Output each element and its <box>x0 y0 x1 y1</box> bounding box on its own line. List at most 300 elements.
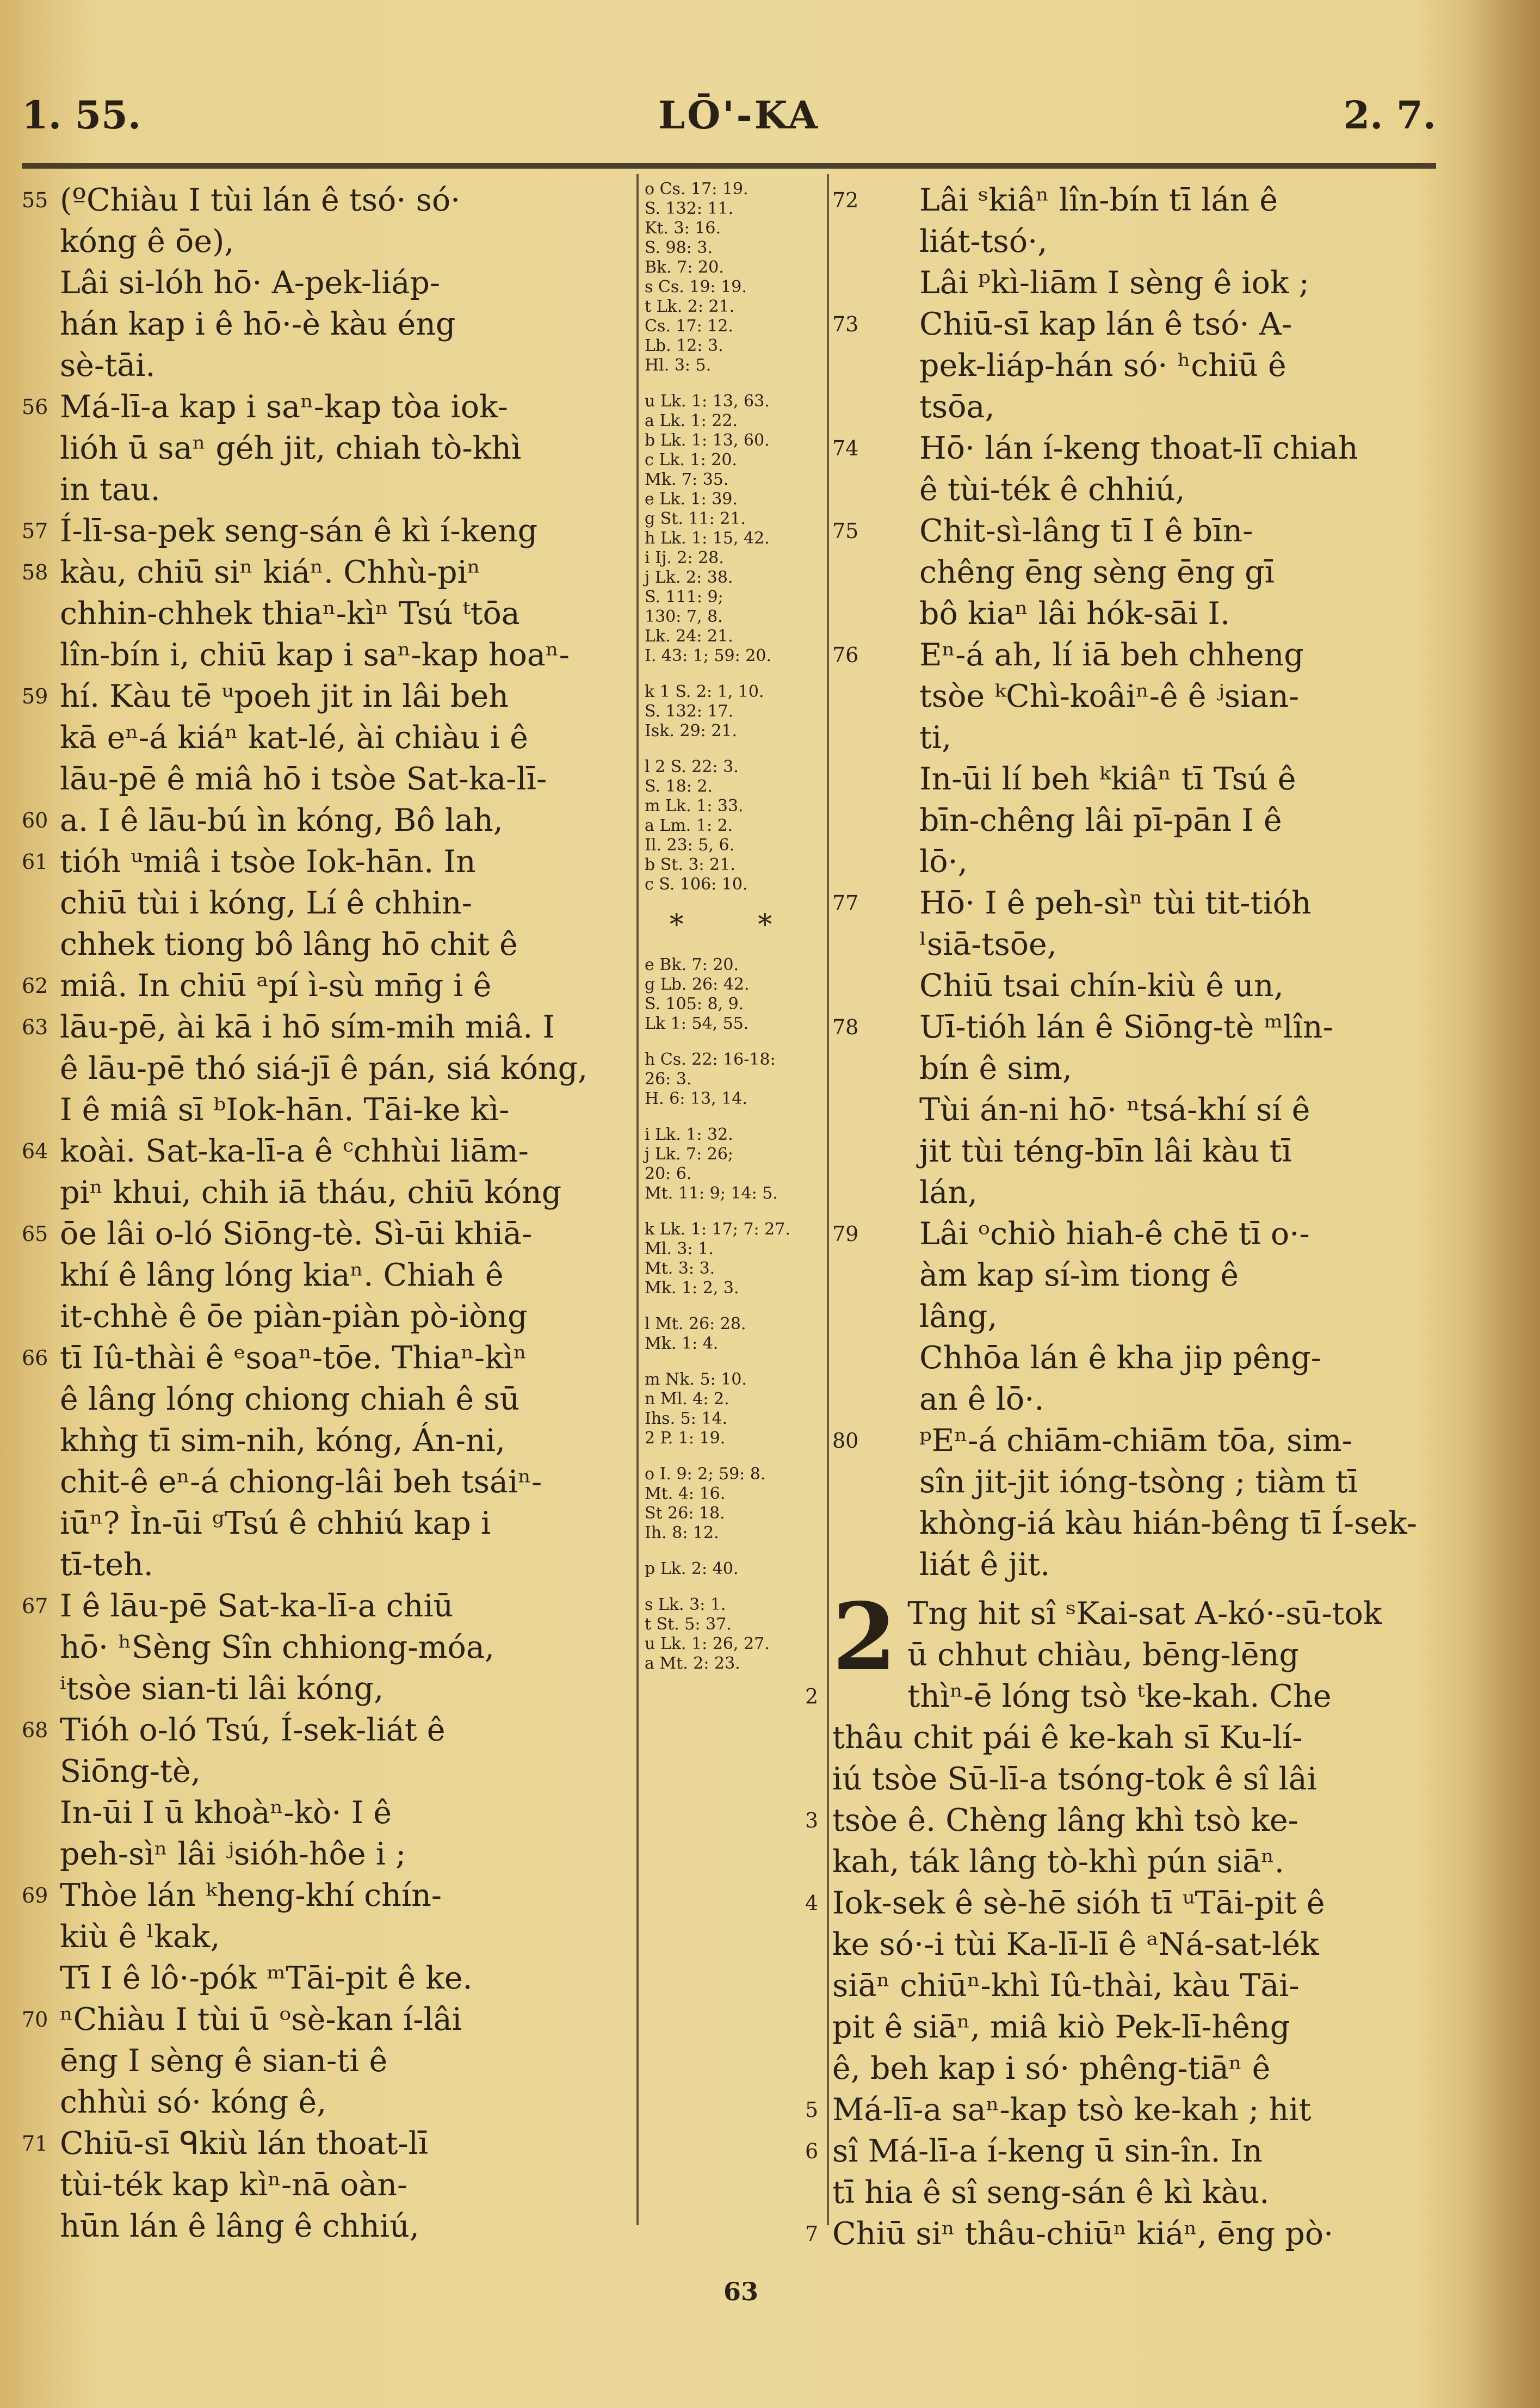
cross-reference: j Lk. 7: 26; <box>645 1145 734 1164</box>
verse-text: Chiū tsai chín-kiù ê un, <box>919 968 1284 1004</box>
verse-line <box>22 882 631 924</box>
ref-spacer <box>645 741 830 757</box>
verse-text: ū chhut chiàu, bēng-lēng <box>907 1637 1299 1673</box>
cross-reference: e Lk. 1: 39. <box>645 490 738 509</box>
verse-text: tùi-ték kap kìⁿ-nā oàn- <box>60 2167 408 2203</box>
verse-line <box>832 428 1452 469</box>
verse-number: 73 <box>832 312 859 336</box>
verse-text: Hō· I ê peh-sìⁿ tùi tit-tióh <box>919 885 1312 921</box>
verse-line <box>22 1255 631 1296</box>
verse-text: miâ. In chiū ᵃpí ì-sù mn̄g i ê <box>60 968 492 1004</box>
cross-reference: Mt. 11: 9; 14: 5. <box>645 1184 778 1203</box>
verse-text: Tióh o-ló Tsú, Í-sek-liát ê <box>60 1712 446 1748</box>
verse-text: Lâi ᵒchiò hiah-ê chē tī o·- <box>919 1216 1310 1252</box>
verse-text: ke só·-i tùi Ka-lī-lī ê ᵃNá-sat-lék <box>832 1927 1319 1962</box>
verse-line <box>805 1882 1452 1924</box>
verse-number: 66 <box>22 1346 48 1370</box>
verse-text: ᵖEⁿ-á chiām-chiām tōa, sim- <box>919 1423 1352 1459</box>
verse-line <box>832 386 1452 428</box>
verse-line <box>22 304 631 345</box>
verse-number: 76 <box>832 643 859 667</box>
verse-line <box>22 965 631 1007</box>
column-divider-left <box>636 174 639 2225</box>
verse-line <box>832 1089 1452 1131</box>
cross-reference: s Cs. 19: 19. <box>645 277 747 297</box>
ref-spacer <box>645 1109 830 1125</box>
left-text-column <box>22 180 631 2247</box>
ref-spacer <box>645 1203 830 1220</box>
cross-reference: c S. 106: 10. <box>645 875 748 894</box>
ref-spacer <box>645 1543 830 1559</box>
verse-number: 59 <box>22 684 48 708</box>
verse-line <box>22 676 631 717</box>
verse-line <box>832 1213 1452 1255</box>
verse-text: sîn jit-jit ióng-tsòng ; tiàm tī <box>919 1464 1358 1500</box>
verse-line <box>22 2206 631 2247</box>
verse-number: 69 <box>22 1884 48 1907</box>
verse-line <box>832 1717 1452 1758</box>
verse-text: ti, <box>919 720 952 756</box>
verse-text: hí. Kàu tē ᵘpoeh jit in lâi beh <box>60 678 509 714</box>
verse-number: 7 <box>805 2222 819 2246</box>
verse-text: Chhōa lán ê kha jip pêng- <box>919 1340 1321 1376</box>
verse-line <box>832 469 1452 510</box>
verse-number: 3 <box>805 1808 819 1832</box>
verse-line <box>832 1634 1452 1676</box>
verse-text: pit ê siāⁿ, miâ kiò Pek-lī-hêng <box>832 2009 1290 2045</box>
verse-text: ê tùi-ték ê chhiú, <box>919 472 1185 508</box>
cross-reference: m Lk. 1: 33. <box>645 797 744 816</box>
verse-text: chhin-chhek thiaⁿ-kìⁿ Tsú ᵗtōa <box>60 596 520 632</box>
verse-line <box>832 965 1452 1007</box>
verse-line <box>22 758 631 800</box>
cross-reference: St 26: 18. <box>645 1504 725 1523</box>
cross-reference: g Lb. 26: 42. <box>645 975 750 994</box>
verse-line <box>22 593 631 634</box>
verse-line <box>22 717 631 758</box>
verse-number: 67 <box>22 1594 48 1618</box>
verse-text: lō·, <box>919 844 968 880</box>
verse-text: a. I ê lāu-bú ìn kóng, Bô lah, <box>60 802 503 838</box>
verse-line <box>22 1958 631 1999</box>
verse-line <box>22 386 631 428</box>
verse-line <box>832 2006 1452 2048</box>
verse-line <box>22 469 631 510</box>
verse-line <box>805 2089 1452 2131</box>
verse-number: 70 <box>22 2008 48 2032</box>
verse-line <box>22 924 631 965</box>
header-rule <box>22 163 1436 169</box>
verse-line <box>832 304 1452 345</box>
verse-number: 75 <box>832 519 859 543</box>
cross-reference: h Lk. 1: 15, 42. <box>645 529 770 548</box>
verse-line <box>832 676 1452 717</box>
verse-line <box>22 2123 631 2164</box>
cross-reference: o I. 9: 2; 59: 8. <box>645 1465 766 1484</box>
verse-text: Tng hit sî ˢKai-sat A-kó·-sū-tok <box>907 1596 1382 1632</box>
verse-text: ˡsiā-tsōe, <box>919 927 1057 962</box>
verse-line <box>832 1924 1452 1965</box>
verse-number: 77 <box>832 891 859 915</box>
cross-reference: c Lk. 1: 20. <box>645 450 737 470</box>
cross-reference: l Mt. 26: 28. <box>645 1314 746 1333</box>
verse-text: I ê miâ sī ᵇIok-hān. Tāi-ke kì- <box>60 1092 510 1128</box>
verse-line <box>22 1089 631 1131</box>
cross-reference: Kt. 3: 16. <box>645 219 721 238</box>
verse-text: siāⁿ chiūⁿ-khì Iû-thài, kàu Tāi- <box>832 1968 1300 2004</box>
section-separator: * * <box>669 909 805 941</box>
verse-line <box>832 2048 1452 2089</box>
cross-reference: t St. 5: 37. <box>645 1615 732 1634</box>
verse-line <box>22 221 631 262</box>
verse-text: kah, ták lâng tò-khì pún siāⁿ. <box>832 1844 1284 1880</box>
verse-line <box>832 593 1452 634</box>
cross-reference: S. 18: 2. <box>645 777 713 796</box>
verse-line <box>832 1503 1452 1544</box>
verse-line <box>832 1544 1452 1585</box>
verse-line <box>805 1800 1452 1841</box>
verse-line <box>22 2164 631 2206</box>
verse-text: hō· ʰSèng Sîn chhiong-móa, <box>60 1629 494 1665</box>
verse-line <box>22 1420 631 1461</box>
verse-text: bīn-chêng lâi pī-pān I ê <box>919 802 1282 838</box>
cross-reference: i Lk. 1: 32. <box>645 1125 733 1144</box>
verse-text: Tī I ê lô·-pók ᵐTāi-pit ê ke. <box>60 1960 473 1996</box>
right-text-column <box>805 180 1452 2255</box>
verse-line <box>22 428 631 469</box>
verse-text: lāu-pē, ài kā i hō sím-mih miâ. I <box>60 1009 555 1045</box>
cross-reference: S. 105: 8, 9. <box>645 995 744 1014</box>
cross-reference: n Ml. 4: 2. <box>645 1390 729 1409</box>
verse-text: lāu-pē ê miâ hō i tsòe Sat-ka-lī- <box>60 761 547 797</box>
verse-line <box>22 1544 631 1585</box>
verse-line <box>832 924 1452 965</box>
verse-text: Lâi ᵖkì-liām I sèng ê iok ; <box>919 265 1309 301</box>
cross-reference: p Lk. 2: 40. <box>645 1559 739 1578</box>
verse-line <box>22 841 631 882</box>
verse-line <box>832 1048 1452 1089</box>
verse-text: piⁿ khui, chih iā tháu, chiū kóng <box>60 1175 562 1211</box>
verse-number: 4 <box>805 1891 819 1915</box>
ref-spacer <box>645 1034 830 1050</box>
verse-text: (ºChiàu I tùi lán ê tsó· só· <box>60 182 461 218</box>
verse-text: iú tsòe Sū-lī-a tsóng-tok ê sî lâi <box>832 1761 1317 1797</box>
verse-text: an ê lō·. <box>919 1381 1044 1417</box>
cross-reference: S. 132: 11. <box>645 199 734 218</box>
cross-reference: 20: 6. <box>645 1164 692 1183</box>
verse-text: ēng I sèng ê sian-ti ê <box>60 2043 388 2079</box>
verse-line <box>805 2131 1452 2172</box>
cross-reference: Isk. 29: 21. <box>645 721 738 740</box>
verse-text: ê, beh kap i só· phêng-tiāⁿ ê <box>832 2051 1271 2086</box>
verse-line <box>22 634 631 676</box>
cross-reference: Cs. 17: 12. <box>645 317 733 336</box>
verse-text: chit-ê eⁿ-á chiong-lâi beh tsáiⁿ- <box>60 1464 542 1500</box>
verse-number: 65 <box>22 1222 48 1246</box>
header-right-reference: 2. 7. <box>1343 92 1436 138</box>
cross-reference: k Lk. 1: 17; 7: 27. <box>645 1220 790 1239</box>
cross-reference: Ih. 8: 12. <box>645 1523 719 1542</box>
verse-text: Chiū-sī kap lán ê tsó· A- <box>919 306 1292 342</box>
cross-reference: Mk. 1: 4. <box>645 1334 719 1353</box>
verse-line <box>805 1676 1452 1717</box>
verse-text: kóng ê ōe), <box>60 224 234 260</box>
verse-number: 64 <box>22 1139 48 1163</box>
verse-number: 58 <box>22 560 48 584</box>
verse-line <box>22 345 631 386</box>
verse-text: Chiū siⁿ thâu-chiūⁿ kiáⁿ, ēng pò· <box>832 2216 1334 2252</box>
verse-text: lîn-bín i, chiū kap i saⁿ-kap hoaⁿ- <box>60 637 570 673</box>
verse-text: bín ê sim, <box>919 1051 1073 1086</box>
verse-text: tī Iû-thài ê ᵉsoaⁿ-tōe. Thiaⁿ-kìⁿ <box>60 1340 527 1376</box>
verse-text: Í-lī-sa-pek seng-sán ê kì í-keng <box>60 513 538 549</box>
verse-line <box>832 717 1452 758</box>
verse-text: khǹg tī sim-nih, kóng, Án-ni, <box>60 1423 505 1459</box>
chapter-2-block <box>805 1583 1452 2255</box>
verse-text: ⁿChiàu I tùi ū ᵒsè-kan í-lâi <box>60 2002 462 2037</box>
verse-text: thìⁿ-ē lóng tsò ᵗke-kah. Che <box>907 1678 1332 1714</box>
verse-line <box>832 2172 1452 2213</box>
verse-text: tsòe ê. Chèng lâng khì tsò ke- <box>832 1802 1298 1838</box>
ref-spacer <box>645 1298 830 1314</box>
verse-text: Eⁿ-á ah, lí iā beh chheng <box>919 637 1304 673</box>
verse-line <box>832 1965 1452 2006</box>
verse-text: chêng ēng sèng ēng gī <box>919 554 1275 590</box>
cross-reference: Mk. 7: 35. <box>645 470 729 489</box>
chapter-number: 2 <box>832 1583 897 1691</box>
verse-line <box>22 510 631 552</box>
verse-text: sî Má-lī-a í-keng ū sin-în. In <box>832 2133 1263 2169</box>
verse-text: peh-sìⁿ lâi ʲsióh-hôe i ; <box>60 1836 406 1872</box>
verse-text: hūn lán ê lâng ê chhiú, <box>60 2208 419 2244</box>
running-header <box>22 92 1436 152</box>
verse-text: tī hia ê sî seng-sán ê kì kàu. <box>832 2175 1270 2211</box>
verse-text: lâng, <box>919 1299 998 1335</box>
verse-line <box>22 1379 631 1420</box>
verse-text: liát-tsó·, <box>919 224 1048 260</box>
cross-reference: Il. 23: 5, 6. <box>645 836 735 855</box>
cross-reference: Hl. 3: 5. <box>645 356 712 375</box>
cross-reference: a Mt. 2: 23. <box>645 1654 740 1673</box>
verse-line <box>832 1379 1452 1420</box>
verse-line <box>22 800 631 841</box>
verse-text: lán, <box>919 1175 978 1211</box>
verse-number: 72 <box>832 188 859 212</box>
cross-reference: S. 111: 9; <box>645 588 723 607</box>
verse-line <box>832 1420 1452 1461</box>
verse-line <box>22 1999 631 2040</box>
verse-text: iūⁿ? Ìn-ūi ᵍTsú ê chhiú kap i <box>60 1505 491 1541</box>
cross-reference: Ihs. 5: 14. <box>645 1409 728 1428</box>
ref-spacer <box>645 666 830 682</box>
verse-line <box>832 1296 1452 1337</box>
cross-reference: b St. 3: 21. <box>645 855 735 874</box>
cross-reference: Lk 1: 54, 55. <box>645 1014 749 1033</box>
verse-text: In-ūi I ū khoàⁿ-kò· I ê <box>60 1795 392 1831</box>
verse-number: 74 <box>832 436 859 460</box>
cross-reference: S. 98: 3. <box>645 238 713 257</box>
verse-number: 63 <box>22 1015 48 1039</box>
verse-line <box>22 1668 631 1709</box>
verse-text: sè-tāi. <box>60 348 156 384</box>
verse-line <box>22 2040 631 2082</box>
verse-number: 55 <box>22 188 48 212</box>
verse-text: chiū tùi i kóng, Lí ê chhin- <box>60 885 472 921</box>
verse-line <box>832 758 1452 800</box>
verse-line <box>832 180 1452 221</box>
verse-line <box>22 1296 631 1337</box>
verse-number: 62 <box>22 974 48 998</box>
verse-text: ⁱtsòe sian-ti lâi kóng, <box>60 1671 384 1707</box>
cross-reference: Bk. 7: 20. <box>645 258 724 277</box>
verse-line <box>832 882 1452 924</box>
verse-text: chhùi só· kóng ê, <box>60 2084 327 2120</box>
verse-line <box>22 1875 631 1916</box>
verse-text: I ê lāu-pē Sat-ka-lī-a chiū <box>60 1588 454 1624</box>
cross-reference: m Nk. 5: 10. <box>645 1370 747 1389</box>
verse-number: 6 <box>805 2139 819 2163</box>
verse-text: lióh ū saⁿ géh jit, chiah tò-khì <box>60 430 522 466</box>
verse-text: kā eⁿ-á kiáⁿ kat-lé, ài chiàu i ê <box>60 720 528 756</box>
verse-number: 68 <box>22 1718 48 1742</box>
cross-reference: h Cs. 22: 16-18: <box>645 1050 776 1069</box>
verse-line <box>832 1255 1452 1296</box>
verse-line <box>832 1337 1452 1379</box>
verse-line <box>22 1503 631 1544</box>
cross-reference: s Lk. 3: 1. <box>645 1595 726 1614</box>
verse-line <box>22 1833 631 1875</box>
verse-text: khí ê lâng lóng kiaⁿ. Chiah ê <box>60 1257 504 1293</box>
verse-text: Iok-sek ê sè-hē sióh tī ᵘTāi-pit ê <box>832 1885 1325 1921</box>
verse-line <box>22 552 631 593</box>
cross-reference: k 1 S. 2: 1, 10. <box>645 682 764 701</box>
cross-reference-column <box>645 180 830 1674</box>
cross-reference: e Bk. 7: 20. <box>645 955 739 974</box>
page-number: 63 <box>723 2277 759 2306</box>
verse-text: jit tùi téng-bīn lâi kàu tī <box>919 1133 1292 1169</box>
verse-line <box>22 1585 631 1627</box>
ref-spacer <box>645 375 830 392</box>
verse-line <box>832 1758 1452 1800</box>
verse-text: Chit-sì-lâng tī I ê bīn- <box>919 513 1253 549</box>
cross-reference: I. 43: 1; 59: 20. <box>645 646 771 665</box>
verse-line <box>22 1213 631 1255</box>
cross-reference: 130: 7, 8. <box>645 607 723 626</box>
verse-text: khòng-iá kàu hián-bêng tī Í-sek- <box>919 1505 1417 1541</box>
right-verses <box>832 180 1452 1585</box>
book-title: LŌ'-KA <box>658 92 820 138</box>
chapter-2-verses <box>805 1583 1452 2255</box>
verse-line <box>22 1007 631 1048</box>
verse-line <box>22 1131 631 1172</box>
verse-text: Má-lī-a kap i saⁿ-kap tòa iok- <box>60 389 508 425</box>
verse-text: Thòe lán ᵏheng-khí chín- <box>60 1878 442 1913</box>
verse-text: tsōa, <box>919 389 995 425</box>
verse-line <box>22 1709 631 1751</box>
cross-reference: Lb. 12: 3. <box>645 336 723 355</box>
verse-number: 57 <box>22 519 48 543</box>
verse-number: 60 <box>22 808 48 832</box>
cross-reference: a Lk. 1: 22. <box>645 411 738 430</box>
verse-number: 78 <box>832 1015 859 1039</box>
verse-text: Tùi án-ni hō· ⁿtsá-khí sí ê <box>919 1092 1310 1128</box>
cross-reference: Lk. 24: 21. <box>645 627 733 646</box>
cross-reference: l 2 S. 22: 3. <box>645 757 739 776</box>
verse-text: Siōng-tè, <box>60 1753 201 1789</box>
verse-text: tsòe ᵏChì-koâiⁿ-ê ê ʲsian- <box>919 678 1300 714</box>
verse-line <box>832 1131 1452 1172</box>
verse-line <box>832 510 1452 552</box>
verse-number: 2 <box>805 1684 819 1708</box>
verse-line <box>832 1461 1452 1503</box>
verse-line <box>832 262 1452 304</box>
verse-text: liát ê jit. <box>919 1547 1050 1583</box>
verse-text: tióh ᵘmiâ i tsòe Iok-hān. In <box>60 844 476 880</box>
ref-spacer <box>645 1579 830 1595</box>
verse-text: ê lāu-pē thó siá-jī ê pán, siá kóng, <box>60 1051 588 1086</box>
cross-reference: Mt. 3: 3. <box>645 1259 715 1278</box>
cross-reference: Mk. 1: 2, 3. <box>645 1279 739 1298</box>
verse-line <box>832 552 1452 593</box>
verse-text: thâu chit pái ê ke-kah sī Ku-lí- <box>832 1720 1303 1756</box>
verse-text: in tau. <box>60 472 160 508</box>
verse-line <box>832 1007 1452 1048</box>
cross-reference: a Lm. 1: 2. <box>645 816 733 835</box>
verse-line <box>22 1337 631 1379</box>
cross-reference: H. 6: 13, 14. <box>645 1089 747 1108</box>
verse-text: Má-lī-a saⁿ-kap tsò ke-kah ; hit <box>832 2092 1312 2128</box>
cross-reference: 26: 3. <box>645 1070 692 1089</box>
verse-text: kiù ê ˡkak, <box>60 1919 220 1955</box>
verse-line <box>832 221 1452 262</box>
cross-reference: u Lk. 1: 26, 27. <box>645 1634 770 1653</box>
cross-reference: Mt. 4: 16. <box>645 1484 726 1503</box>
verse-text: Lâi ˢkiâⁿ lîn-bín tī lán ê <box>919 182 1278 218</box>
verse-line <box>832 634 1452 676</box>
verse-text: Chiū-sī ᑫkiù lán thoat-lī <box>60 2126 429 2162</box>
header-left-reference: 1. 55. <box>22 92 141 138</box>
cross-reference: b Lk. 1: 13, 60. <box>645 431 770 450</box>
cross-reference: i Ij. 2: 28. <box>645 548 724 567</box>
verse-line <box>22 1916 631 1958</box>
verse-number: 56 <box>22 395 48 419</box>
verse-line <box>832 1593 1452 1634</box>
verse-line <box>22 1792 631 1833</box>
verse-number: 5 <box>805 2098 819 2122</box>
verse-text: pek-liáp-hán só· ʰchiū ê <box>919 348 1287 384</box>
cross-reference: Ml. 3: 1. <box>645 1239 714 1258</box>
verse-line <box>832 800 1452 841</box>
verse-line <box>22 1751 631 1792</box>
verse-line <box>22 1627 631 1668</box>
cross-reference: o Cs. 17: 19. <box>645 180 749 199</box>
verse-text: it-chhè ê ōe piàn-piàn pò-iòng <box>60 1299 528 1335</box>
cross-reference: g St. 11: 21. <box>645 509 746 528</box>
verse-text: chhek tiong bô lâng hō chit ê <box>60 927 518 962</box>
verse-text: koài. Sat-ka-lī-a ê ᶜchhùi liām- <box>60 1133 529 1169</box>
verse-line <box>22 1048 631 1089</box>
verse-number: 61 <box>22 850 48 874</box>
verse-number: 79 <box>832 1222 859 1246</box>
verse-text: Hō· lán í-keng thoat-lī chiah <box>919 430 1358 466</box>
verse-text: àm kap sí-ìm tiong ê <box>919 1257 1239 1293</box>
verse-line <box>22 180 631 221</box>
verse-line <box>832 1841 1452 1882</box>
ref-spacer <box>645 1448 830 1465</box>
verse-line <box>832 841 1452 882</box>
cross-reference: S. 132: 17. <box>645 702 734 721</box>
verse-line <box>22 262 631 304</box>
